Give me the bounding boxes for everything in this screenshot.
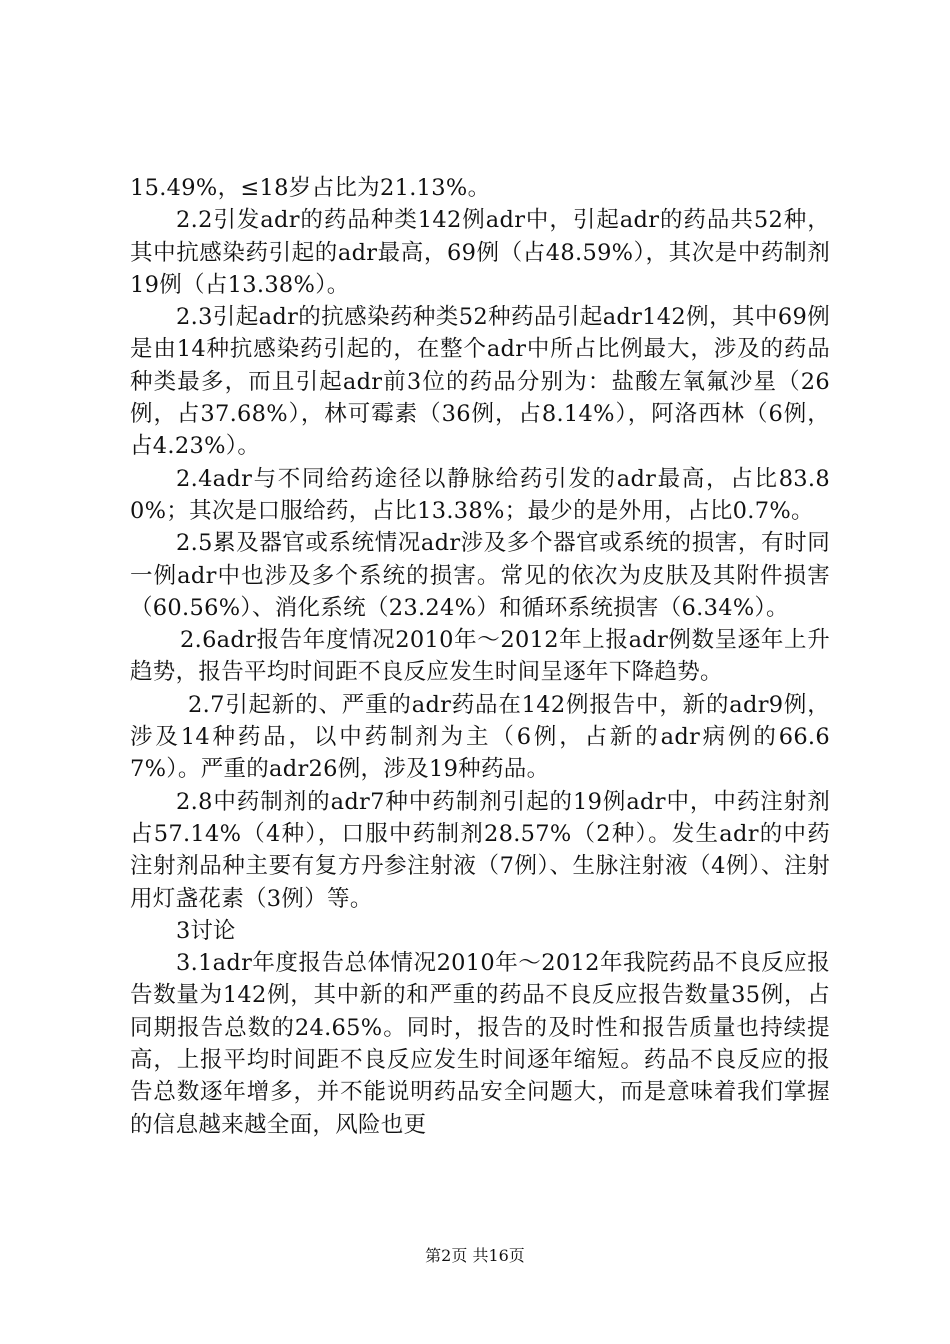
paragraph-2-5: 2.5累及器官或系统情况adr涉及多个器官或系统的损害，有时同一例adr中也涉及多个系统的损害。常见的依次为皮肤及其附件损害（60.56%）、消化系统（23.24%）和循环系统损害（6.34%）。 <box>130 530 830 621</box>
paragraph-2-4: 2.4adr与不同给药途径以静脉给药引发的adr最高，占比83.80%；其次是口服给药，占比13.38%；最少的是外用，占比0.7%。 <box>130 465 830 524</box>
paragraph-2-6: 2.6adr报告年度情况2010年～2012年上报adr例数呈逐年上升趋势，报告平均时间距不良反应发生时间呈逐年下降趋势。 <box>130 627 830 686</box>
page-footer: 第2页 共16页 <box>425 1246 525 1265</box>
paragraph-3-1: 3.1adr年度报告总体情况2010年～2012年我院药品不良反应报告数量为142例，其中新的和严重的药品不良反应报告数量35例，占同期报告总数的24.65%。同时，报告的及时性和报告质量也持续提高，上报平均时间距不良反应发生时间逐年缩短。药品不良反应的报告总数逐年增多，并不能说明药品安全问题大，而是意味着我们掌握的信息越来越全面，风险也更 <box>130 950 830 1138</box>
paragraph-2-8: 2.8中药制剂的adr7种中药制剂引起的19例adr中，中药注射剂占57.14%（4种），口服中药制剂28.57%（2种）。发生adr的中药注射剂品种主要有复方丹参注射液（7例）、生脉注射液（4例）、注射用灯盏花素（3例）等。 <box>130 788 830 912</box>
paragraph-2-2: 2.2引发adr的药品种类142例adr中，引起adr的药品共52种，其中抗感染药引起的adr最高，69例（占48.59%），其次是中药制剂19例（占13.38%）。 <box>130 207 830 298</box>
paragraph-2-3: 2.3引起adr的抗感染药种类52种药品引起adr142例，其中69例是由14种抗感染药引起的，在整个adr中所占比例最大，涉及的药品种类最多，而且引起adr前3位的药品分别为：盐酸左氧氟沙星（26例，占37.68%），林可霉素（36例，占8.14%），阿洛西林（6例，占4.23%）。 <box>130 304 830 460</box>
section-heading-discussion: 3讨论 <box>176 917 236 944</box>
paragraph-continuation: 15.49%，≤18岁占比为21.13%。 <box>130 175 491 201</box>
document-body <box>130 172 830 1141</box>
paragraph-2-7: 2.7引起新的、严重的adr药品在142例报告中，新的adr9例，涉及14种药品，以中药制剂为主（6例，占新的adr病例的66.67%）。严重的adr26例，涉及19种药品。 <box>130 691 830 783</box>
